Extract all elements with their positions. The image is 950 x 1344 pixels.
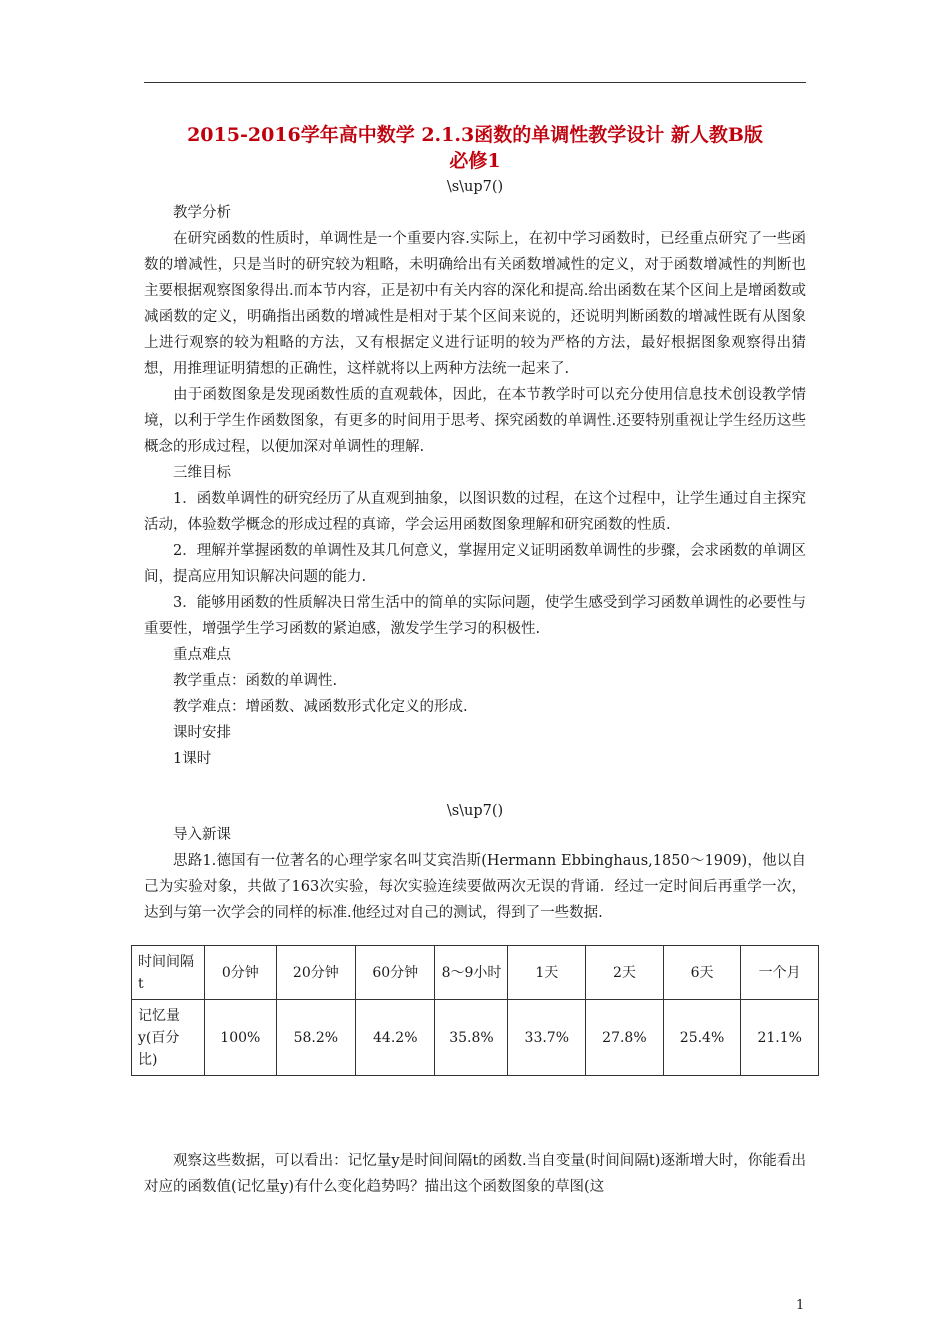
paragraph: 1．函数单调性的研究经历了从直观到抽象，以图识数的过程，在这个过程中，让学生通过自主探究活动，体验数学概念的形成过程的真谛，学会运用函数图象理解和研究函数的性质. bbox=[144, 491, 806, 533]
heading-schedule: 课时安排 bbox=[173, 725, 231, 741]
table-cell: 记忆量y(百分比) bbox=[132, 1000, 205, 1076]
paragraph: 2．理解并掌握函数的单调性及其几何意义，掌握用定义证明函数单调性的步骤，会求函数的单调区间，提高应用知识解决问题的能力. bbox=[144, 543, 806, 585]
table-cell: 6天 bbox=[663, 946, 741, 1000]
paragraph: 教学重点：函数的单调性. bbox=[173, 673, 338, 689]
table-row bbox=[132, 1000, 819, 1076]
table-cell: 33.7% bbox=[508, 1000, 586, 1076]
paragraph: 观察这些数据，可以看出：记忆量y是时间间隔t的函数.当自变量(时间间隔t)逐渐增大时，你能看出对应的函数值(记忆量y)有什么变化趋势吗？描出这个函数图象的草图(这 bbox=[144, 1153, 806, 1195]
table-cell: 8～9小时 bbox=[435, 946, 508, 1000]
paragraph: 由于函数图象是发现函数性质的直观载体，因此，在本节教学时可以充分使用信息技术创设教学情境，以利于学生作函数图象，有更多的时间用于思考、探究函数的单调性.还要特别重视让学生经历这些概念的形成过程，以便加深对单调性的理解. bbox=[144, 387, 806, 455]
table-cell: 20分钟 bbox=[276, 946, 355, 1000]
section-marker-2: \s\up7() bbox=[446, 803, 504, 819]
table-cell: 1天 bbox=[508, 946, 586, 1000]
section-after-table bbox=[144, 1148, 806, 1200]
table-cell: 27.8% bbox=[586, 1000, 664, 1076]
table-cell: 35.8% bbox=[435, 1000, 508, 1076]
table-cell: 25.4% bbox=[663, 1000, 741, 1076]
table-cell: 21.1% bbox=[741, 1000, 819, 1076]
table-cell: 44.2% bbox=[356, 1000, 435, 1076]
paragraph: 在研究函数的性质时，单调性是一个重要内容.实际上，在初中学习函数时，已经重点研究了一些函数的增减性，只是当时的研究较为粗略，未明确给出有关函数增减性的定义，对于函数增减性的判断也主要根据观察图象得出.而本节内容，正是初中有关内容的深化和提高.给出函数在某个区间上是增函数或减函数的定义，明确指出函数的增减性是相对于某个区间来说的，还说明判断函数的增减性既有从图象上进行观察的较为粗略的方法，又有根据定义进行证明的较为严格的方法，最好根据图象观察得出猜想，用推理证明猜想的正确性，这样就将以上两种方法统一起来了. bbox=[144, 231, 806, 377]
heading-intro: 导入新课 bbox=[173, 827, 231, 843]
title-line-1: 2015-2016学年高中数学 2.1.3函数的单调性教学设计 新人教B版 bbox=[187, 124, 763, 146]
table-cell: 一个月 bbox=[741, 946, 819, 1000]
section-analysis bbox=[144, 200, 806, 772]
heading-goals: 三维目标 bbox=[173, 465, 231, 481]
memory-data-table bbox=[131, 945, 819, 1076]
header-rule bbox=[144, 82, 806, 83]
table-cell: 100% bbox=[205, 1000, 277, 1076]
paragraph: 思路1.德国有一位著名的心理学家名叫艾宾浩斯(Hermann Ebbinghaus,1850～1909)，他以自己为实验对象，共做了163次实验，每次实验连续要做两次无误的背诵．经过一定时间后再重学一次，达到与第一次学会的同样的标准.他经过对自己的测试，得到了一些数据. bbox=[144, 853, 806, 921]
paragraph: 3．能够用函数的性质解决日常生活中的简单的实际问题，使学生感受到学习函数单调性的必要性与重要性，增强学生学习函数的紧迫感，激发学生学习的积极性. bbox=[144, 595, 806, 637]
section-intro bbox=[144, 822, 806, 926]
section-marker-1: \s\up7() bbox=[446, 179, 504, 195]
table-cell: 60分钟 bbox=[356, 946, 435, 1000]
paragraph: 1课时 bbox=[173, 751, 212, 767]
table-cell: 时间间隔t bbox=[132, 946, 205, 1000]
heading-analysis: 教学分析 bbox=[173, 205, 231, 221]
table-cell: 58.2% bbox=[276, 1000, 355, 1076]
heading-keypoints: 重点难点 bbox=[173, 647, 231, 663]
title-line-2: 必修1 bbox=[449, 150, 501, 172]
page-number: 1 bbox=[796, 1298, 805, 1313]
table-cell: 0分钟 bbox=[205, 946, 277, 1000]
table-row bbox=[132, 946, 819, 1000]
paragraph: 教学难点：增函数、减函数形式化定义的形成. bbox=[173, 699, 468, 715]
document-title bbox=[144, 122, 806, 174]
table-cell: 2天 bbox=[586, 946, 664, 1000]
